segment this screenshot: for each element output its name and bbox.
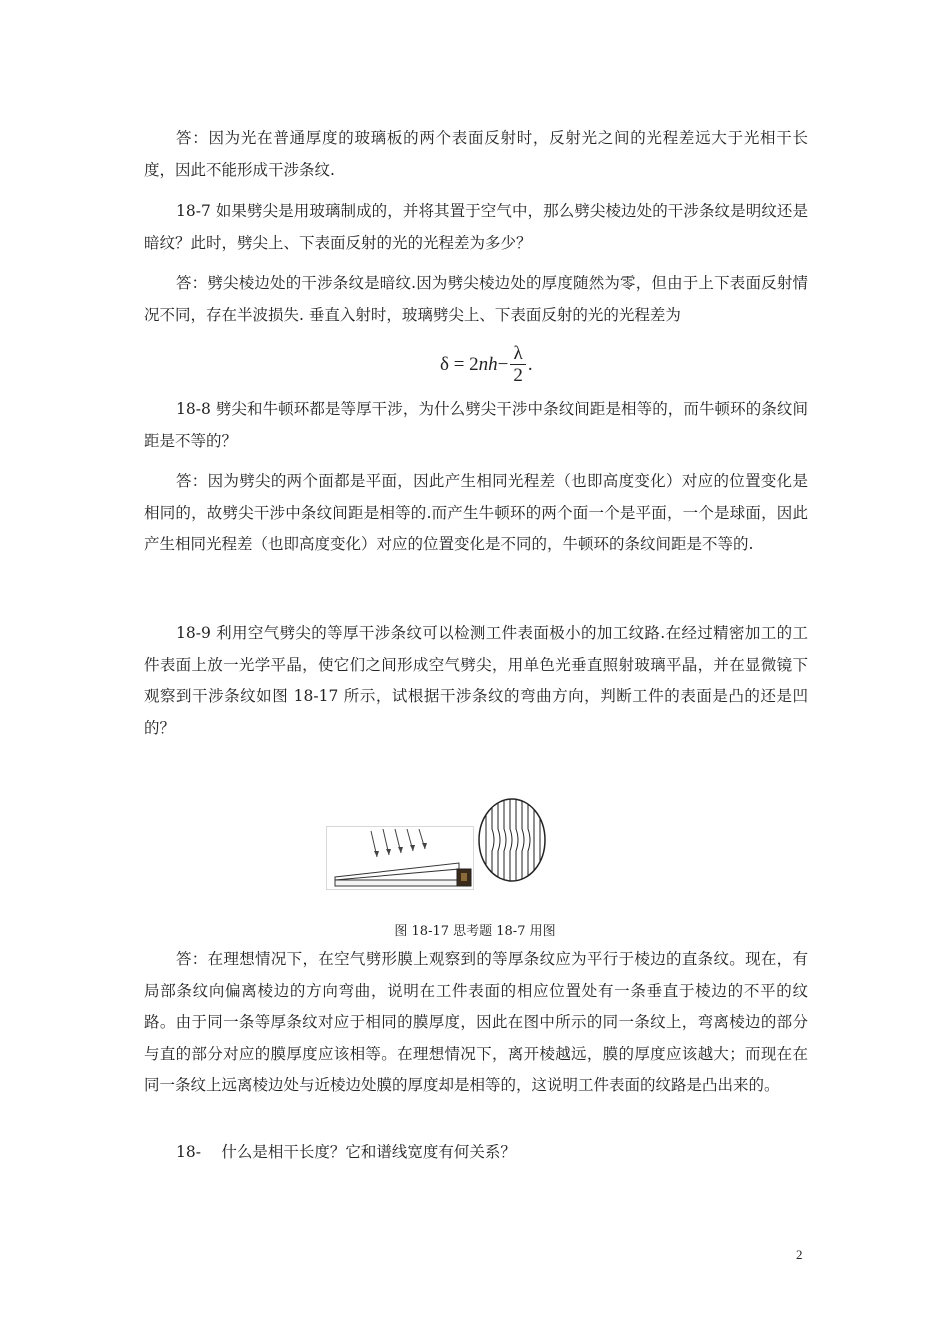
- question-18-9: 18-9 利用空气劈尖的等厚干涉条纹可以检测工件表面极小的加工纹路.在经过精密加工的工件表面上放一光学平晶，使它们之间形成空气劈尖，用单色光垂直照射玻璃平晶，并在显微镜下观察到干涉条纹如图 18-17 所示，试根据干涉条纹的弯曲方向，判断工件的表面是凸的还是凹的？: [144, 624, 808, 737]
- question-18-last: 18- 什么是相干长度？它和谱线宽度有何关系？: [176, 1143, 516, 1161]
- answer-18-7: 答：劈尖棱边处的干涉条纹是暗纹.因为劈尖棱边处的厚度随然为零，但由于上下表面反射情况不同，存在半波损失. 垂直入射时，玻璃劈尖上、下表面反射的光的光程差为: [144, 274, 808, 324]
- figure-caption: 图 18-17 思考题 18-7 用图: [394, 924, 556, 939]
- path-difference-formula: [440, 340, 533, 390]
- formula-denominator: 2: [510, 364, 526, 387]
- answer-18-9: 答：在理想情况下，在空气劈形膜上观察到的等厚条纹应为平行于棱边的直条纹。现在，有局部条纹向偏离棱边的方向弯曲，说明在工件表面的相应位置处有一条垂直于棱边的不平的纹路。由于同一条等厚条纹对应于相同的膜厚度，因此在图中所示的同一条纹上，弯离棱边的部分与直的部分对应的膜厚度应该相等。在理想情况下，离开棱越远，膜的厚度应该越大；而现在在同一条纹上远离棱边处与近棱边处膜的厚度却是相等的，这说明工件表面的纹路是凸出来的。: [144, 950, 808, 1094]
- answer-18-6: 答：因为光在普通厚度的玻璃板的两个表面反射时，反射光之间的光程差远大于光相干长度，因此不能形成干涉条纹.: [144, 129, 808, 179]
- answer-18-8: 答：因为劈尖的两个面都是平面，因此产生相同光程差（也即高度变化）对应的位置变化是相同的，故劈尖干涉中条纹间距是相等的.而产生牛顿环的两个面一个是平面，一个是球面，因此产生相同光程差（也即高度变化）对应的位置变化是不同的，牛顿环的条纹间距是不等的.: [144, 472, 808, 553]
- formula-end: .: [527, 354, 533, 375]
- wedge-diagram-svg: [327, 827, 473, 889]
- fringe-pattern-svg: [476, 795, 548, 885]
- formula-fraction: [510, 344, 526, 387]
- formula-numerator: λ: [513, 342, 523, 364]
- wedge-diagram: [326, 826, 474, 890]
- formula-lhs: δ = 2: [440, 354, 479, 375]
- formula-var: nh: [478, 354, 498, 375]
- fringe-pattern: [476, 795, 548, 889]
- question-18-8: 18-8 劈尖和牛顿环都是等厚干涉，为什么劈尖干涉中条纹间距是相等的，而牛顿环的条纹间距是不等的？: [144, 400, 808, 450]
- page-number: 2: [796, 1247, 803, 1262]
- formula-minus: −: [497, 354, 509, 375]
- question-18-7: 18-7 如果劈尖是用玻璃制成的，并将其置于空气中，那么劈尖棱边处的干涉条纹是明纹还是暗纹？此时，劈尖上、下表面反射的光的光程差为多少？: [144, 202, 808, 252]
